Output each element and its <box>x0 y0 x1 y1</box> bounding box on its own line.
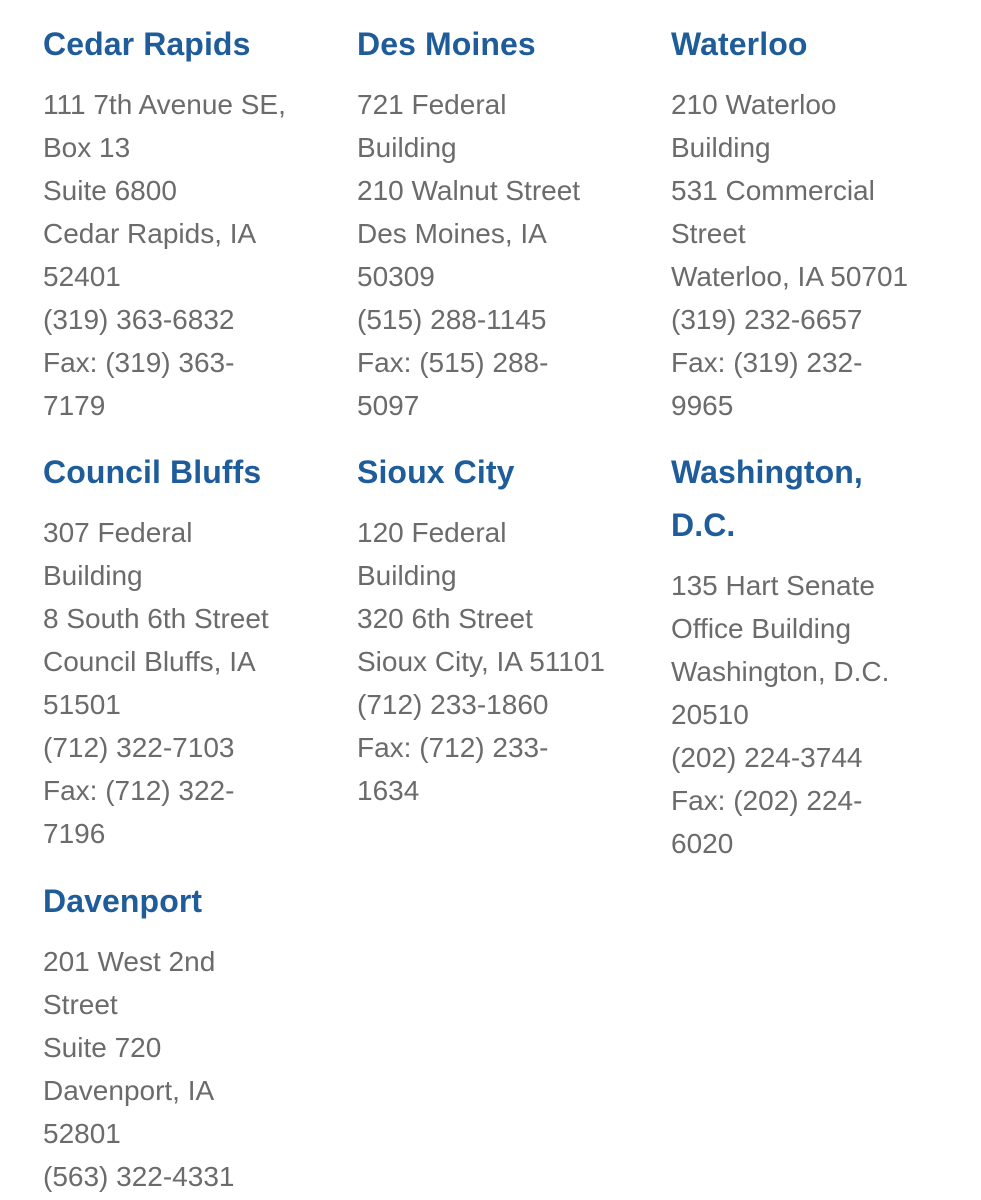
fax-number: 7196 <box>43 818 106 849</box>
phone-number[interactable]: (202) 224-3744 <box>671 742 863 773</box>
address-line: Building <box>357 132 457 163</box>
fax-number: Fax: (712) 233- <box>357 732 549 763</box>
office-sioux-city <box>357 446 657 812</box>
address-line: Building <box>357 560 457 591</box>
fax-number: Fax: (712) 322- <box>43 775 235 806</box>
address-line: 120 Federal <box>357 517 507 548</box>
office-name-line: D.C. <box>671 507 736 543</box>
fax-number: 6020 <box>671 828 734 859</box>
address-line: Suite 6800 <box>43 175 177 206</box>
office-address <box>43 940 343 1198</box>
office-name: Davenport <box>43 883 203 919</box>
address-line: 8 South 6th Street <box>43 603 269 634</box>
office-name-line: Washington, <box>671 454 863 490</box>
office-name: Des Moines <box>357 26 536 62</box>
fax-number: Fax: (319) 363- <box>43 347 235 378</box>
office-cedar-rapids <box>43 18 343 427</box>
office-name: Waterloo <box>671 26 808 62</box>
address-line: Waterloo, IA 50701 <box>671 261 909 292</box>
address-line: Cedar Rapids, IA <box>43 218 257 249</box>
office-davenport <box>43 875 343 1198</box>
address-line: Sioux City, IA 51101 <box>357 646 605 677</box>
office-name <box>671 446 971 552</box>
phone-number[interactable]: (319) 232-6657 <box>671 304 863 335</box>
office-washington-dc <box>671 446 971 865</box>
fax-number: 7179 <box>43 390 106 421</box>
address-line: 210 Waterloo <box>671 89 837 120</box>
office-name: Cedar Rapids <box>43 26 251 62</box>
phone-number[interactable]: (515) 288-1145 <box>357 304 547 335</box>
fax-number: 1634 <box>357 775 420 806</box>
address-line: Street <box>671 218 746 249</box>
office-address <box>671 83 971 427</box>
office-des-moines <box>357 18 657 427</box>
address-line: 20510 <box>671 699 749 730</box>
address-line: 721 Federal <box>357 89 507 120</box>
office-address <box>671 564 971 865</box>
fax-number: 9965 <box>671 390 734 421</box>
address-line: Street <box>43 989 118 1020</box>
phone-number[interactable]: (319) 363-6832 <box>43 304 235 335</box>
address-line: Suite 720 <box>43 1032 162 1063</box>
address-line: Building <box>671 132 771 163</box>
address-line: 210 Walnut Street <box>357 175 581 206</box>
address-line: 320 6th Street <box>357 603 533 634</box>
office-address <box>43 511 343 855</box>
address-line: 51501 <box>43 689 121 720</box>
fax-number: Fax: (515) 288- <box>357 347 549 378</box>
office-name: Sioux City <box>357 454 515 490</box>
fax-number: Fax: (319) 232- <box>671 347 863 378</box>
office-address <box>357 83 657 427</box>
address-line: 50309 <box>357 261 435 292</box>
address-line: 531 Commercial <box>671 175 875 206</box>
address-line: Office Building <box>671 613 852 644</box>
address-line: Washington, D.C. <box>671 656 890 687</box>
address-line: 135 Hart Senate <box>671 570 875 601</box>
fax-number: 5097 <box>357 390 420 421</box>
address-line: 111 7th Avenue SE, <box>43 89 286 120</box>
address-line: Building <box>43 560 143 591</box>
address-line: 52401 <box>43 261 121 292</box>
phone-number[interactable]: (563) 322-4331 <box>43 1161 235 1192</box>
address-line: 201 West 2nd <box>43 946 216 977</box>
address-line: 52801 <box>43 1118 121 1149</box>
office-address <box>43 83 343 427</box>
office-council-bluffs <box>43 446 343 855</box>
office-address <box>357 511 657 812</box>
address-line: Box 13 <box>43 132 131 163</box>
phone-number[interactable]: (712) 233-1860 <box>357 689 549 720</box>
address-line: 307 Federal <box>43 517 193 548</box>
office-waterloo <box>671 18 971 427</box>
fax-number: Fax: (202) 224- <box>671 785 863 816</box>
address-line: Council Bluffs, IA <box>43 646 256 677</box>
address-line: Davenport, IA <box>43 1075 215 1106</box>
address-line: Des Moines, IA <box>357 218 547 249</box>
office-name: Council Bluffs <box>43 454 262 490</box>
phone-number[interactable]: (712) 322-7103 <box>43 732 235 763</box>
